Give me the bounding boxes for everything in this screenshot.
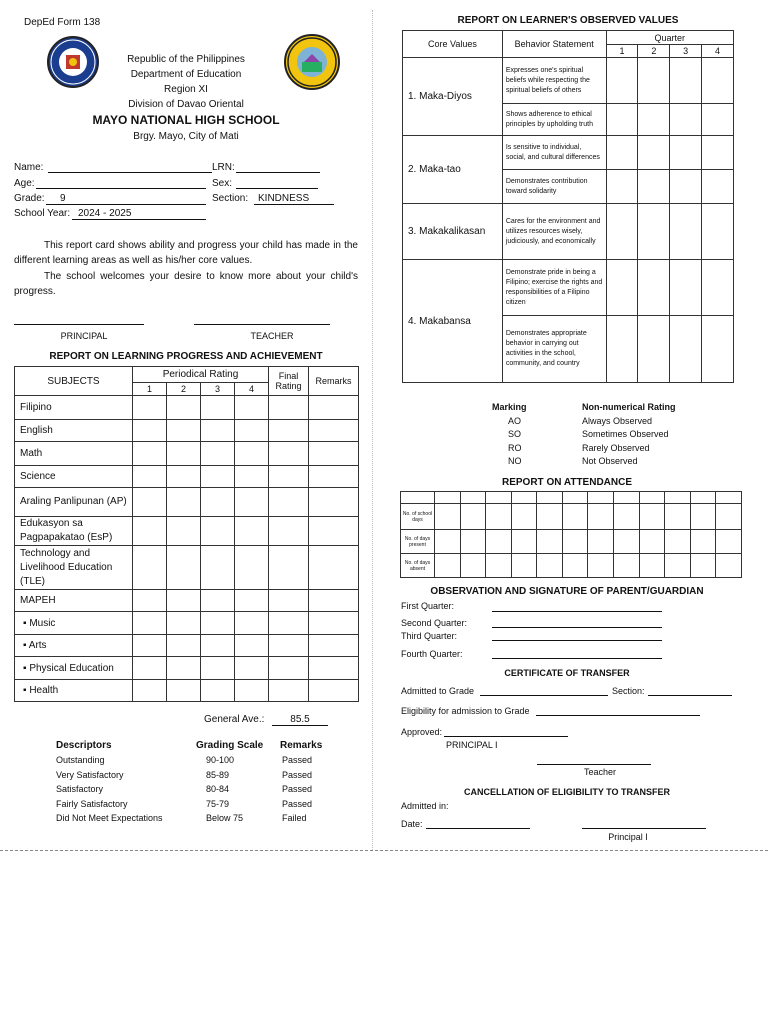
transfer-title: CERTIFICATE OF TRANSFER <box>504 668 630 678</box>
table-row <box>15 612 359 635</box>
attendance-title: REPORT ON ATTENDANCE <box>502 477 632 488</box>
table-row: Fairly Satisfactory 75-79 Passed <box>56 798 313 809</box>
age-field[interactable] <box>36 188 206 189</box>
table-row: Very Satisfactory 85-89 Passed <box>56 769 313 780</box>
values-title: REPORT ON LEARNER'S OBSERVED VALUES <box>457 15 679 26</box>
table-row <box>403 58 734 104</box>
table-row <box>401 530 742 554</box>
admitted-in-label: Admitted in: <box>401 801 449 811</box>
transfer-section-field[interactable] <box>648 695 732 696</box>
sex-label: Sex: <box>212 178 233 189</box>
table-row <box>15 517 359 546</box>
col-core: Core Values <box>403 31 503 58</box>
table-row <box>15 546 359 590</box>
fourth-quarter-signature[interactable] <box>492 658 662 659</box>
admitted-grade-field[interactable] <box>480 695 608 696</box>
transfer-teacher-label: Teacher <box>583 767 617 777</box>
table-row: NO Not Observed <box>508 456 638 467</box>
sex-field[interactable] <box>236 188 318 189</box>
school-address: Brgy. Mayo, City of Mati <box>133 131 239 142</box>
cancel-principal-label: Principal I <box>608 832 648 842</box>
teacher-label: TEACHER <box>250 331 294 341</box>
table-row <box>403 204 734 260</box>
subject-name: Edukasyon sa Pagpapakatao (EsP) <box>15 517 133 546</box>
table-row <box>15 635 359 657</box>
subject-name: ▪ Health <box>15 680 133 702</box>
behavior-statement: Demonstrates appropriate behavior in carrying out activities in the school, community, and country <box>502 316 606 383</box>
header-line: Region XI <box>164 84 208 95</box>
table-row <box>15 657 359 680</box>
subject-name: Technology and Livelihood Education (TLE) <box>15 546 133 590</box>
school-year-value[interactable]: 2024 - 2025 <box>72 208 206 220</box>
table-row: AO Always Observed <box>508 415 653 426</box>
subject-name: ▪ Arts <box>15 635 133 657</box>
form-id: DepEd Form 138 <box>24 17 101 28</box>
core-value: 1. Maka-Diyos <box>403 58 503 136</box>
section-value[interactable]: KINDNESS <box>254 193 334 205</box>
subject-name: Araling Panlipunan (AP) <box>15 488 133 517</box>
behavior-statement: Cares for the environment and utilizes resources wisely, judiciously, and economically <box>502 204 606 260</box>
table-row <box>15 442 359 466</box>
school-seal-icon <box>286 36 338 88</box>
lrn-label: LRN: <box>212 162 235 173</box>
first-quarter-signature[interactable] <box>492 611 662 612</box>
cut-line <box>0 850 768 851</box>
grade-value[interactable]: 9 <box>46 193 206 205</box>
col-remarks: Remarks <box>309 367 359 396</box>
second-quarter-label: Second Quarter: <box>401 618 468 628</box>
subject-name: ▪ Physical Education <box>15 657 133 680</box>
subject-name: ▪ Music <box>15 612 133 635</box>
quarter-header: 4 <box>235 383 269 396</box>
scale-header: Grading Scale <box>196 739 264 751</box>
attendance-row-label: No. of school days <box>401 504 435 530</box>
behavior-statement: Demonstrates contribution toward solidarity <box>502 170 606 204</box>
general-ave-label: General Ave.: <box>204 714 265 725</box>
header-line: Department of Education <box>130 69 242 80</box>
table-row <box>401 504 742 530</box>
eligibility-label: Eligibility for admission to Grade <box>401 706 530 716</box>
school-name: MAYO NATIONAL HIGH SCHOOL <box>92 113 280 127</box>
col-behavior: Behavior Statement <box>502 31 606 58</box>
col-final: Final Rating <box>269 367 309 396</box>
school-seal-logo <box>284 34 340 90</box>
col-periodical: Periodical Rating <box>133 367 269 383</box>
deped-seal-icon <box>49 38 97 86</box>
cancel-title: CANCELLATION OF ELIGIBILITY TO TRANSFER <box>464 787 670 797</box>
table-row <box>15 396 359 420</box>
core-value: 4. Makabansa <box>403 260 503 383</box>
table-row <box>403 136 734 170</box>
attendance-row-label: No. of days present <box>401 530 435 554</box>
table-row <box>403 260 734 316</box>
values-table: Core Values Behavior Statement Quarter 1 2 3 4 1. Maka-Diyos Expresses one's spiritual beliefs while respecting the spiritual beliefs of others Shows adherence to ethical principles by upholding truth 2. Maka-tao Is sensitive to individual, social, and cultural differences Demonstrates contribution toward solidarity 3. Makakalikasan Cares for the environment and utilizes resources wisely, judiciously, and economically 4. Makabansa Demonstrate pride in being a Filipino; exercise the rights and responsibilities of a Filipino citizen Demonstrates appropriate behavior in carrying out activities in the school, community, and country <box>402 30 734 383</box>
progress-table <box>14 366 359 702</box>
marking-table: Marking Non-numerical Rating AO Always Observed SO Sometimes Observed RO Rarely Observed NO Not Observed <box>486 400 676 468</box>
table-row <box>15 590 359 612</box>
core-value: 3. Makakalikasan <box>403 204 503 260</box>
subject-name: Filipino <box>15 396 133 420</box>
teacher-signature-line <box>537 764 651 765</box>
col-subjects: SUBJECTS <box>15 367 133 396</box>
grading-table <box>56 737 346 826</box>
table-row: Outstanding 90-100 Passed <box>56 755 313 766</box>
table-row <box>15 466 359 488</box>
table-row <box>15 680 359 702</box>
principal-label: PRINCIPAL <box>60 331 108 341</box>
intro-paragraph-2: The school welcomes your desire to know more about your child's progress. <box>14 271 358 297</box>
descriptor-header: Descriptors <box>56 739 112 751</box>
cancel-principal-line <box>582 828 706 829</box>
second-quarter-signature[interactable] <box>492 627 662 628</box>
name-label: Name: <box>14 162 44 173</box>
deped-seal-logo <box>47 36 99 88</box>
table-row <box>401 554 742 578</box>
table-row: RO Rarely Observed <box>508 442 650 453</box>
section-label: Section: <box>212 193 249 204</box>
subject-name: Science <box>15 466 133 488</box>
col-quarter: Quarter <box>606 31 733 45</box>
table-row <box>15 488 359 517</box>
transfer-principal-label: PRINCIPAL I <box>446 740 498 750</box>
approved-field[interactable] <box>444 736 568 737</box>
lrn-field[interactable] <box>236 172 320 173</box>
quarter-header: 1 <box>133 383 167 396</box>
table-row <box>15 420 359 442</box>
age-label: Age: <box>14 178 35 189</box>
attendance-row-label: No. of days absent <box>401 554 435 578</box>
teacher-signature-line <box>194 324 330 325</box>
eligibility-field[interactable] <box>536 715 700 716</box>
grade-label: Grade: <box>14 193 45 204</box>
core-value: 2. Maka-tao <box>403 136 503 204</box>
fourth-quarter-label: Fourth Quarter: <box>401 649 463 659</box>
behavior-statement: Is sensitive to individual, social, and cultural differences <box>502 136 606 170</box>
header-line: Republic of the Philippines <box>127 54 245 65</box>
date-label: Date: <box>401 819 423 829</box>
quarter-header: 2 <box>167 383 201 396</box>
fold-line <box>372 10 373 850</box>
progress-title: REPORT ON LEARNING PROGRESS AND ACHIEVEMENT <box>49 351 323 362</box>
behavior-statement: Shows adherence to ethical principles by upholding truth <box>502 104 606 136</box>
principal-signature-line <box>14 324 144 325</box>
table-row: Satisfactory 80-84 Passed <box>56 784 313 795</box>
third-quarter-label: Third Quarter: <box>401 631 458 641</box>
admitted-grade-label: Admitted to Grade <box>401 686 475 696</box>
behavior-statement: Demonstrate pride in being a Filipino; exercise the rights and responsibilities of a Filipino citizen <box>502 260 606 316</box>
school-year-label: School Year: <box>14 208 71 219</box>
table-row: SO Sometimes Observed <box>508 429 669 440</box>
behavior-statement: Expresses one's spiritual beliefs while respecting the spiritual beliefs of others <box>502 58 606 104</box>
intro-paragraph-1: This report card shows ability and progress your child has made in the different learning areas as well as his/her core values. <box>14 240 358 266</box>
subject-name: English <box>15 420 133 442</box>
first-quarter-label: First Quarter: <box>401 601 455 611</box>
general-ave-value: 85.5 <box>272 714 328 726</box>
attendance-table <box>400 491 742 578</box>
subject-name: Math <box>15 442 133 466</box>
header-block <box>100 52 272 112</box>
subject-name: MAPEH <box>15 590 133 612</box>
quarter-header: 3 <box>201 383 235 396</box>
header-line: Division of Davao Oriental <box>128 99 244 110</box>
table-row: Did Not Meet Expectations Below 75 Failed <box>56 813 307 824</box>
approved-label: Approved: <box>401 727 443 737</box>
transfer-section-label: Section: <box>612 686 645 696</box>
third-quarter-signature[interactable] <box>492 640 662 641</box>
date-field[interactable] <box>426 828 530 829</box>
remarks-header: Remarks <box>280 739 323 751</box>
name-field[interactable] <box>48 172 212 173</box>
parent-title: OBSERVATION AND SIGNATURE OF PARENT/GUARDIAN <box>430 586 704 597</box>
